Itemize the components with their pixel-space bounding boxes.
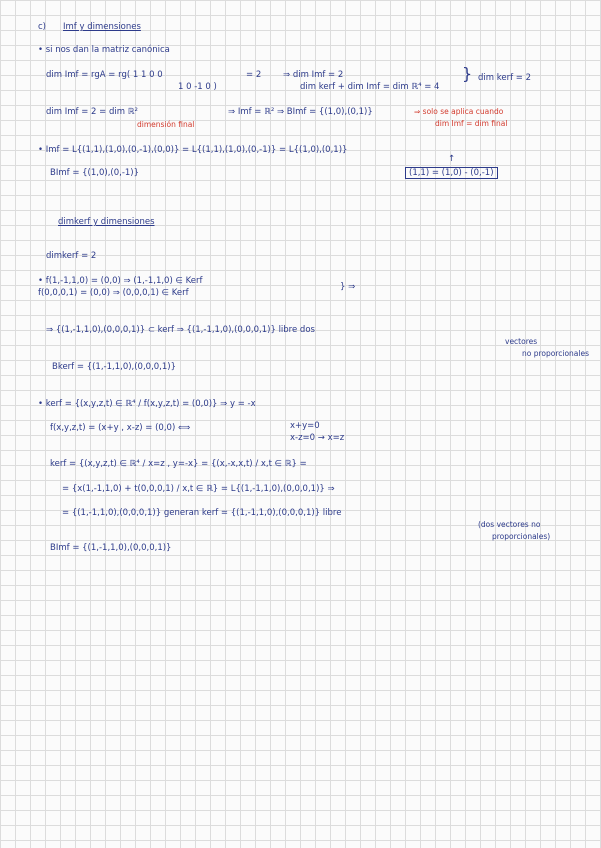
note-apply: ⇒ solo se aplica cuando bbox=[414, 107, 504, 116]
dimker-value: dimkerf = 2 bbox=[46, 251, 97, 261]
system-line-1: • f(1,-1,1,0) = (0,0) ⇒ (1,-1,1,0) ∈ Kerf bbox=[38, 276, 203, 286]
system-line-2: f(0,0,0,1) = (0,0) ⇒ (0,0,0,1) ∈ Kerf bbox=[38, 288, 189, 298]
dim-equals: = 2 bbox=[246, 70, 262, 80]
brace: } bbox=[462, 64, 473, 83]
kerf-inclusion: ⇒ {(1,-1,1,0),(0,0,0,1)} ⊂ kerf ⇒ {(1,-1,1,0),(0,0,0,1)} libre dos bbox=[46, 325, 315, 335]
note-proportional: proporcionales) bbox=[492, 532, 551, 541]
bimf-basis: BImf = {(1,0),(0,-1)} bbox=[50, 168, 140, 178]
bimf-canonical: ⇒ Imf = ℝ² ⇒ BImf = {(1,0),(0,1)} bbox=[228, 107, 373, 117]
note-dim-final: dim Imf = dim final bbox=[435, 119, 508, 128]
kerf-generators: = {(1,-1,1,0),(0,0,0,1)} generan kerf = {(1,-1,1,0),(0,0,0,1)} libre bbox=[62, 508, 342, 518]
kerf-note-vectors: vectores bbox=[505, 337, 538, 346]
imf-span-line: • Imf = L{(1,1),(1,0),(0,-1),(0,0)} = L{(1,1),(1,0),(0,-1)} = L{(1,0),(0,1)} bbox=[38, 145, 348, 155]
eq-x-plus-y: x+y=0 bbox=[290, 421, 320, 431]
kerf-definition: • kerf = {(x,y,z,t) ∈ ℝ⁴ / f(x,y,z,t) = (0,0)} ⇒ y = -x bbox=[38, 399, 256, 409]
kerf-param-1: kerf = {(x,y,z,t) ∈ ℝ⁴ / x=z , y=-x} = {(x,-x,x,t) / x,t ∈ ℝ} = bbox=[50, 459, 307, 469]
f-equation: f(x,y,z,t) = (x+y , x-z) = (0,0) ⟺ bbox=[50, 423, 191, 433]
dim-imf-r2: dim Imf = 2 = dim ℝ² bbox=[46, 107, 138, 117]
kerf-param-2: = {x(1,-1,1,0) + t(0,0,0,1) / x,t ∈ ℝ} = L{(1,-1,1,0),(0,0,0,1)} ⇒ bbox=[62, 484, 335, 494]
section-heading-kerf: dimkerf y dimensiones bbox=[58, 217, 155, 227]
dim-formula: dim kerf + dim Imf = dim ℝ⁴ = 4 bbox=[300, 82, 440, 92]
note-two-vectors: (dos vectores no bbox=[478, 520, 541, 529]
boxed-relation: (1,1) = (1,0) - (0,-1) bbox=[405, 167, 498, 179]
intro-line: • si nos dan la matriz canónica bbox=[38, 45, 170, 55]
bkerf-basis: Bkerf = {(1,-1,1,0),(0,0,0,1)} bbox=[52, 362, 177, 372]
final-basis: BImf = {(1,-1,1,0),(0,0,0,1)} bbox=[50, 543, 172, 553]
dimker-result: dim kerf = 2 bbox=[478, 73, 532, 83]
dim-imf-line: dim Imf = rgA = rg( 1 1 0 0 bbox=[46, 70, 163, 80]
dimension-final-note: dimensión final bbox=[137, 120, 195, 129]
up-arrow: ↑ bbox=[448, 154, 456, 164]
matrix-row-2: 1 0 -1 0 ) bbox=[178, 82, 217, 92]
section-heading-imf: Imf y dimensiones bbox=[63, 22, 141, 32]
dim-imf-result: ⇒ dim Imf = 2 bbox=[283, 70, 344, 80]
eq-x-minus-z: x-z=0 → x=z bbox=[290, 433, 345, 443]
section-label: c) bbox=[38, 22, 46, 32]
system-brace-arrow: } ⇒ bbox=[340, 282, 356, 292]
kerf-note-nonprop: no proporcionales bbox=[522, 349, 590, 358]
